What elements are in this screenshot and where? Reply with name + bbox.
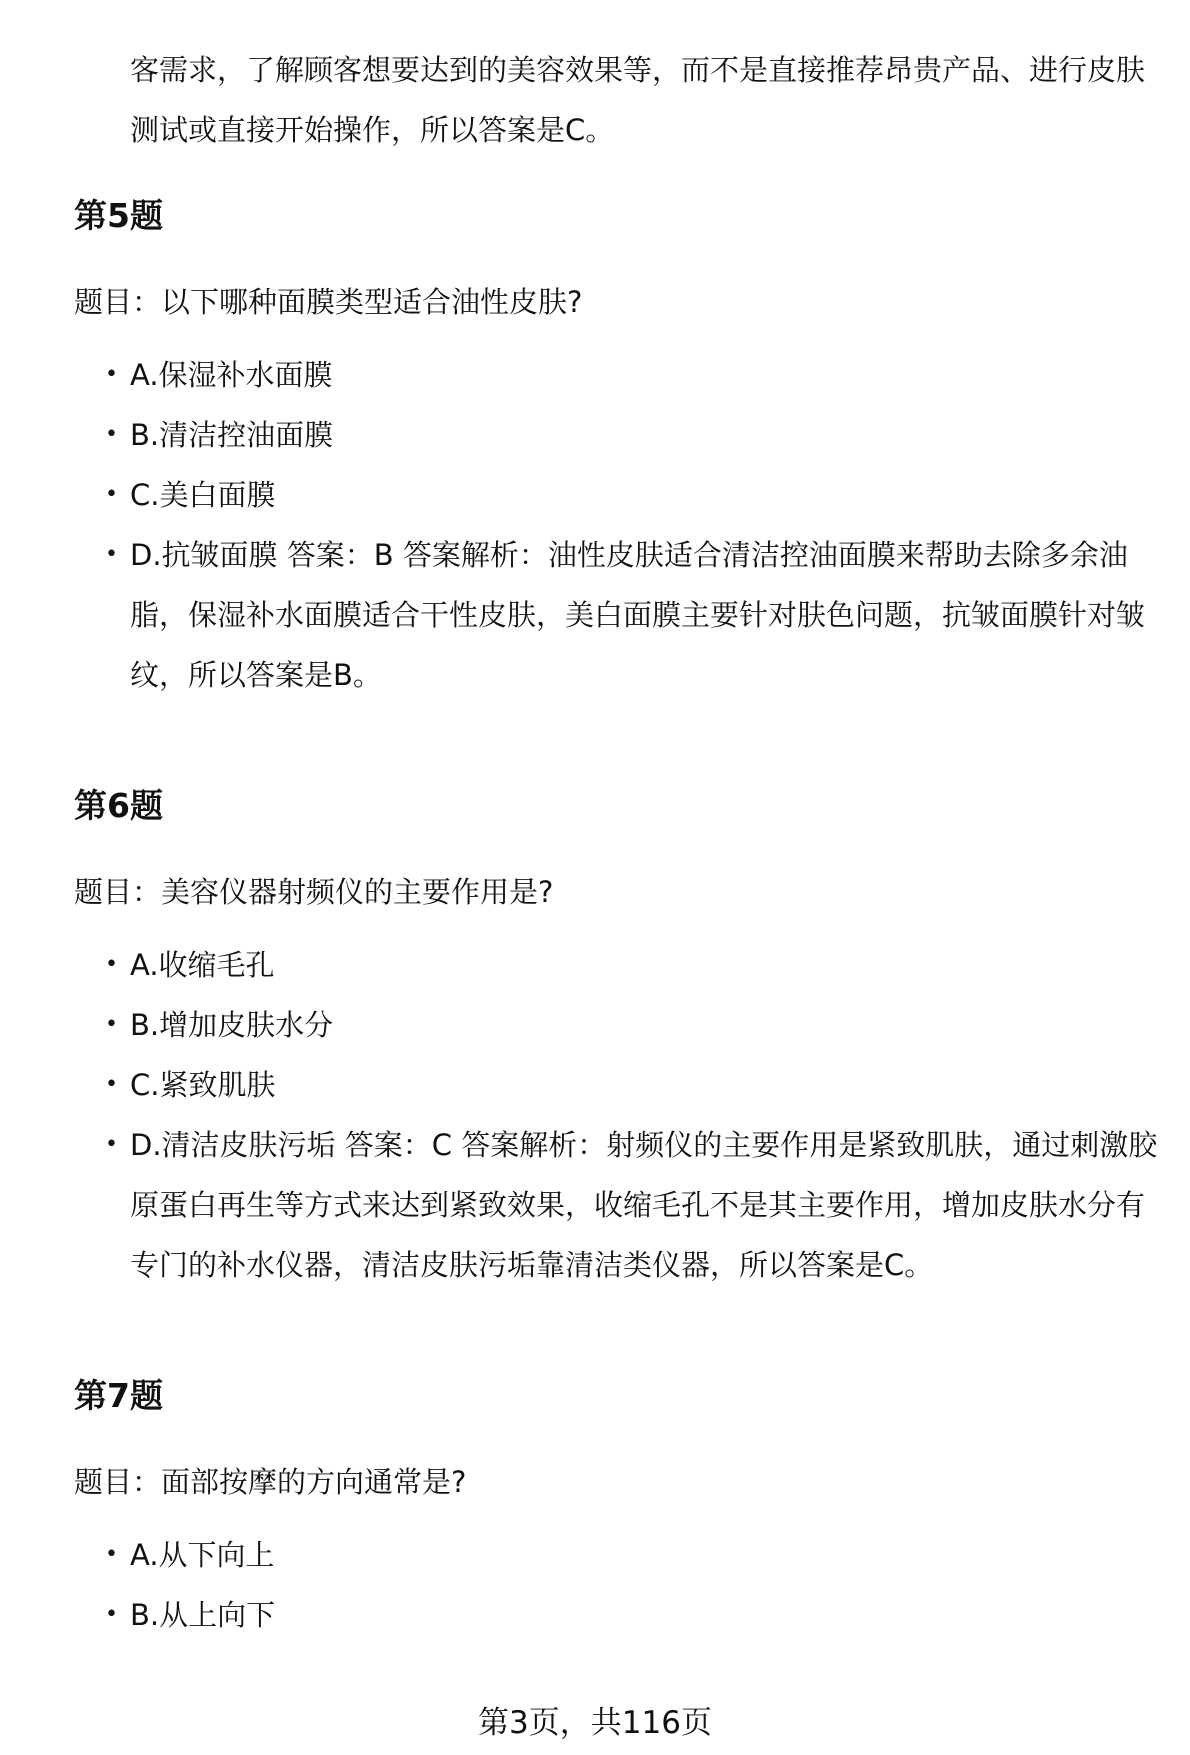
page-number-footer: 第3页，共116页 [478, 1705, 712, 1741]
question-5-heading: 第5题 [74, 196, 163, 235]
question-5-option-a [105, 345, 1160, 405]
question-6-option-b [105, 995, 1160, 1055]
bullet-icon: • [105, 482, 118, 507]
bullet-icon: • [105, 1072, 118, 1097]
option-text: B.从上向下 [130, 1598, 276, 1632]
question-5-option-b [105, 405, 1160, 465]
question-5-option-d [105, 525, 1160, 705]
bullet-icon: • [105, 952, 118, 977]
question-6-option-d [105, 1115, 1160, 1295]
bullet-icon: • [105, 542, 118, 567]
option-text: A.收缩毛孔 [130, 948, 275, 982]
question-6-option-a [105, 935, 1160, 995]
bullet-icon: • [105, 1012, 118, 1037]
question-6-heading: 第6题 [74, 786, 163, 825]
bullet-icon: • [105, 1132, 118, 1157]
question-6-prompt: 题目：美容仪器射频仪的主要作用是? [74, 875, 554, 909]
question-7-option-a [105, 1525, 1160, 1585]
option-text: C.紧致肌肤 [130, 1068, 276, 1102]
option-text: B.清洁控油面膜 [130, 418, 334, 452]
option-text: D.清洁皮肤污垢 答案：C 答案解析：射频仪的主要作用是紧致肌肤，通过刺激胶原蛋白再生等方式来达到紧致效果，收缩毛孔不是其主要作用，增加皮肤水分有专门的补水仪器，清洁皮肤污垢靠清洁类仪器，所以答案是C。 [130, 1128, 1158, 1282]
option-text: B.增加皮肤水分 [130, 1008, 334, 1042]
bullet-icon: • [105, 362, 118, 387]
question-7-heading: 第7题 [74, 1376, 163, 1415]
option-text: C.美白面膜 [130, 478, 276, 512]
bullet-icon: • [105, 1542, 118, 1567]
bullet-icon: • [105, 422, 118, 447]
question-6-option-c [105, 1055, 1160, 1115]
option-text: A.保湿补水面膜 [130, 358, 333, 392]
option-text: A.从下向上 [130, 1538, 275, 1572]
question-7-option-b [105, 1585, 1160, 1645]
continued-paragraph: 客需求，了解顾客想要达到的美容效果等，而不是直接推荐昂贵产品、进行皮肤测试或直接开始操作，所以答案是C。 [130, 53, 1146, 147]
question-7-prompt: 题目：面部按摩的方向通常是? [74, 1465, 467, 1499]
bullet-icon: • [105, 1602, 118, 1627]
option-text: D.抗皱面膜 答案：B 答案解析：油性皮肤适合清洁控油面膜来帮助去除多余油脂，保湿补水面膜适合干性皮肤，美白面膜主要针对肤色问题，抗皱面膜针对皱纹，所以答案是B。 [130, 538, 1146, 692]
question-5-option-c [105, 465, 1160, 525]
question-5-prompt: 题目：以下哪种面膜类型适合油性皮肤? [74, 285, 583, 319]
